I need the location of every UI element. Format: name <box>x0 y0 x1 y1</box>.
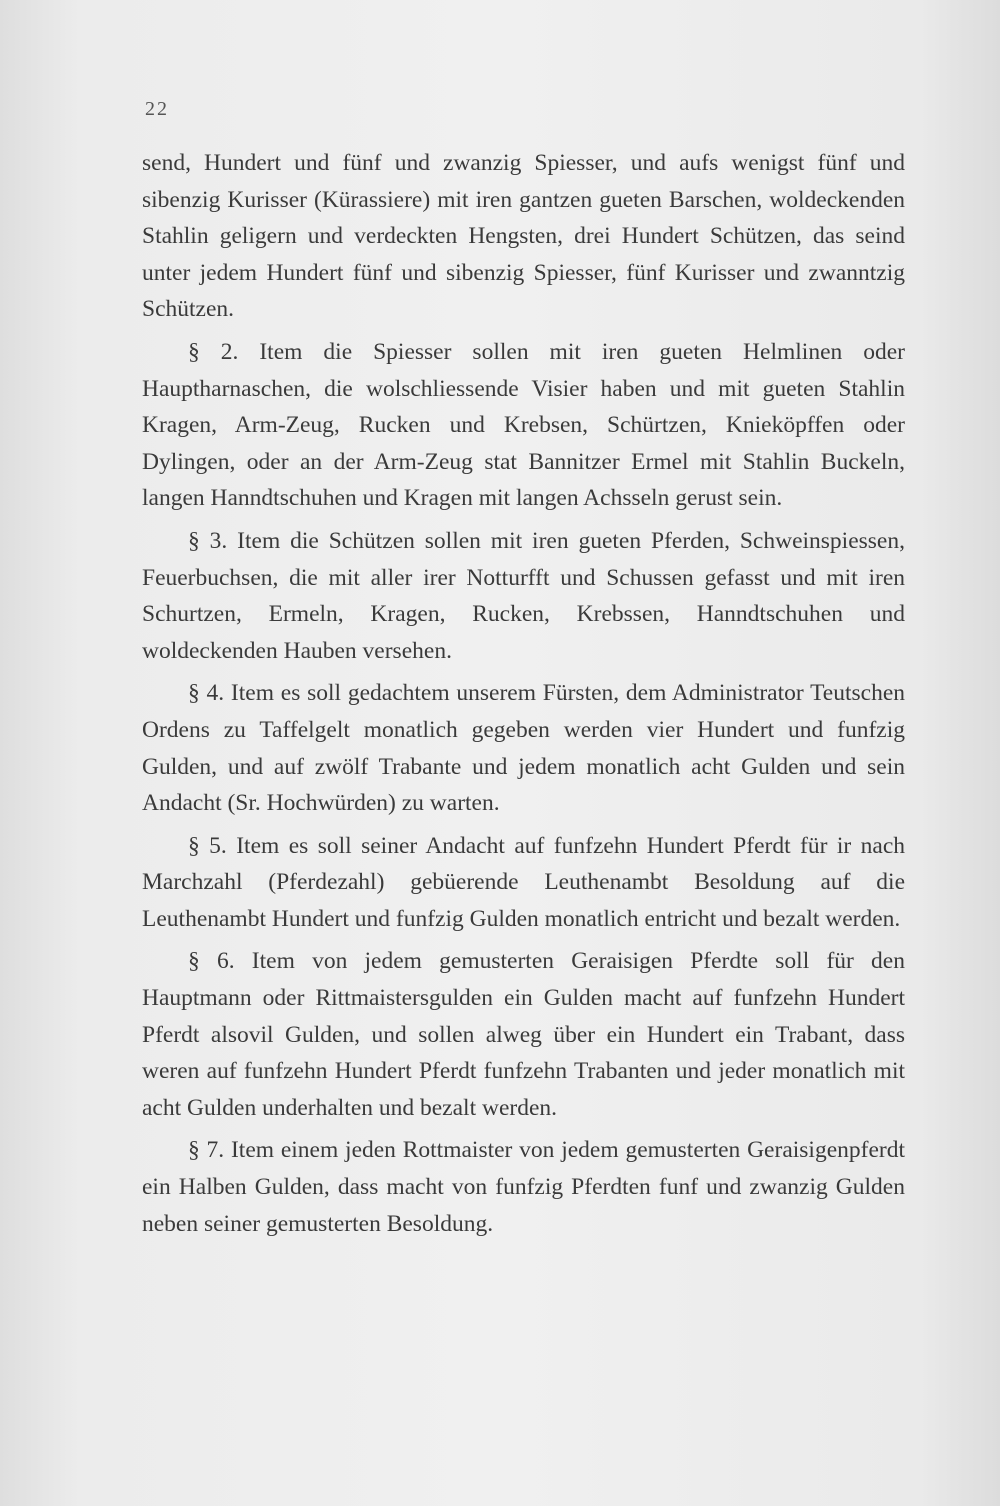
paragraph-section-6: § 6. Item von jedem gemusterten Geraisigen Pferdte soll für den Hauptmann oder Rittmaistersgulden ein Gulden macht auf funfzehn Hundert Pferdt alsovil Gulden, und sollen alweg über ein Hundert ein Trabant, dass weren auf funfzehn Hundert Pferdt funfzehn Trabanten und jeder monatlich mit acht Gulden underhalten und bezalt werden. <box>142 948 905 1121</box>
paragraph-section-4: § 4. Item es soll gedachtem unserem Fürsten, dem Administrator Teutschen Ordens zu Taffelgelt monatlich gegeben werden vier Hundert und funfzig Gulden, und auf zwölf Trabante und jedem monatlich acht Gulden und sein Andacht (Sr. Hochwürden) zu warten. <box>142 680 905 817</box>
paragraph-section-7: § 7. Item einem jeden Rottmaister von jedem gemusterten Geraisigenpferdt ein Halben Gulden, dass macht von funfzig Pferdten funf und zwanzig Gulden neben seiner gemusterten Besoldung. <box>142 1137 905 1237</box>
paragraph-section-3: § 3. Item die Schützen sollen mit iren gueten Pferden, Schweinspiessen, Feuerbuchsen, die mit aller irer Notturfft und Schussen gefasst und mit iren Schurtzen, Ermeln, Kragen, Rucken, Krebssen, Hanndtschuhen und woldeckenden Hauben versehen. <box>142 527 905 664</box>
page-number: 22 <box>145 98 169 120</box>
body-text <box>142 145 905 1248</box>
paragraph-continuation: send, Hundert und fünf und zwanzig Spiesser, und aufs wenigst fünf und sibenzig Kurisser (Kürassiere) mit iren gantzen gueten Barschen, woldeckenden Stahlin geligern und verdeckten Hengsten, drei Hundert Schützen, das seind unter jedem Hundert fünf und sibenzig Spiesser, fünf Kurisser und zwanntzig Schützen. <box>142 150 905 323</box>
paragraph-section-5: § 5. Item es soll seiner Andacht auf funfzehn Hundert Pferdt für ir nach Marchzahl (Pferdezahl) gebüerende Leuthenambt Besoldung auf die Leuthenambt Hundert und funfzig Gulden monatlich entricht und bezalt werden. <box>142 832 905 932</box>
paragraph-section-2: § 2. Item die Spiesser sollen mit iren gueten Helmlinen oder Hauptharnaschen, die wolschliessende Visier haben und mit gueten Stahlin Kragen, Arm-Zeug, Rucken und Krebsen, Schürtzen, Knieköpffen oder Dylingen, oder an der Arm-Zeug stat Bannitzer Ermel mit Stahlin Buckeln, langen Hanndtschuhen und Kragen mit langen Achsseln gerust sein. <box>142 338 905 512</box>
